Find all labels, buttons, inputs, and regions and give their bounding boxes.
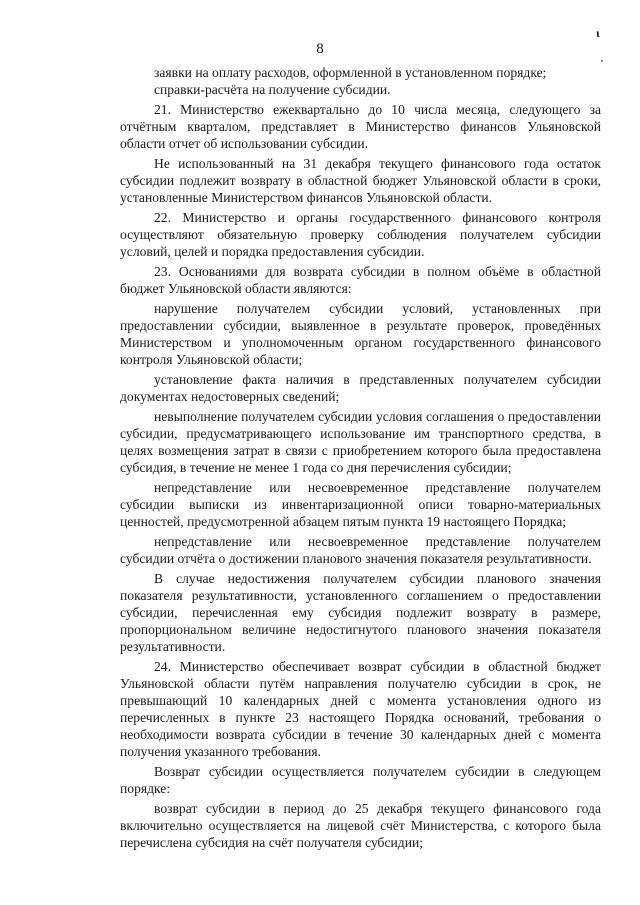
paragraph-false-info: установление факта наличия в представленных получателем субсидии документах недостоверных сведений; — [120, 372, 601, 404]
paragraph-return-order: Возврат субсидии осуществляется получателем субсидии в следующем порядке: — [120, 764, 601, 796]
paragraph-return-before-dec25: возврат субсидии в период до 25 декабря текущего финансового года включительно осуществляется на лицевой счёт Министерства, с которого была перечислена субсидия на счёт получателя субсидии; — [120, 801, 601, 850]
scan-speck — [601, 60, 603, 62]
paragraph-inventory-extract: непредставление или несвоевременное представление получателем субсидии выписки из инвентаризационной описи товарно-материальных ценностей, предусмотренной абзацем пятым пункта 19 настоящего Порядка; — [120, 480, 601, 529]
paragraph-application: заявки на оплату расходов, оформленной в установленном порядке; — [154, 65, 547, 80]
corner-mark: ι — [596, 26, 600, 40]
paragraph-23: 23. Основаниями для возврата субсидии в полном объёме в областной бюджет Ульяновской области являются: — [120, 264, 601, 296]
paragraph-violation: нарушение получателем субсидии условий, установленных при предоставлении субсидии, выявленное в результате проверок, проведённых Министерством и уполномоченным органом государственного финансового контроля Ульяновской области; — [120, 301, 601, 367]
paragraph-24: 24. Министерство обеспечивает возврат субсидии в областной бюджет Ульяновской области путём направления получателю субсидии в срок, не превышающий 10 календарных дней с момента установления одного из перечисленных в пункте 23 настоящего Порядка оснований, требования о необходимости возврата субсидии в течение 30 календарных дней с момента получения указанного требования. — [120, 659, 601, 759]
document-body — [120, 64, 601, 851]
paragraph-calculation: справки-расчёта на получение субсидии. — [154, 82, 391, 97]
paragraph-21: 21. Министерство ежеквартально до 10 числа месяца, следующего за отчётным кварталом, представляет в Министерство финансов Ульяновской области отчет об использовании субсидии. — [120, 102, 601, 151]
paragraph-non-fulfillment: невыполнение получателем субсидии условия соглашения о предоставлении субсидии, предусматривающего использование им транспортного средства, в целях возмещения затрат в связи с приобретением которого была предоставлена субсидия, в течение не менее 1 года со дня перечисления субсидии; — [120, 409, 601, 475]
paragraph-22: 22. Министерство и органы государственного финансового контроля осуществляют обязательную проверку соблюдения получателем субсидии условий, целей и порядка предоставления субсидии. — [120, 210, 601, 259]
page-number: 8 — [316, 41, 324, 57]
paragraph-unused-balance: Не использованный на 31 декабря текущего финансового года остаток субсидии подлежит возврату в областной бюджет Ульяновской области в сроки, установленные Министерством финансов Ульяновской области. — [120, 156, 601, 205]
paragraph-performance-report: непредставление или несвоевременное представление получателем субсидии отчёта о достижении планового значения показателя результативности. — [120, 534, 601, 566]
paragraph-underachievement: В случае недостижения получателем субсидии планового значения показателя результативности, установленного соглашением о предоставлении субсидии, перечисленная ему субсидия подлежит возврату в размере, пропорциональном величине недостигнутого планового значения показателя результативности. — [120, 571, 601, 654]
